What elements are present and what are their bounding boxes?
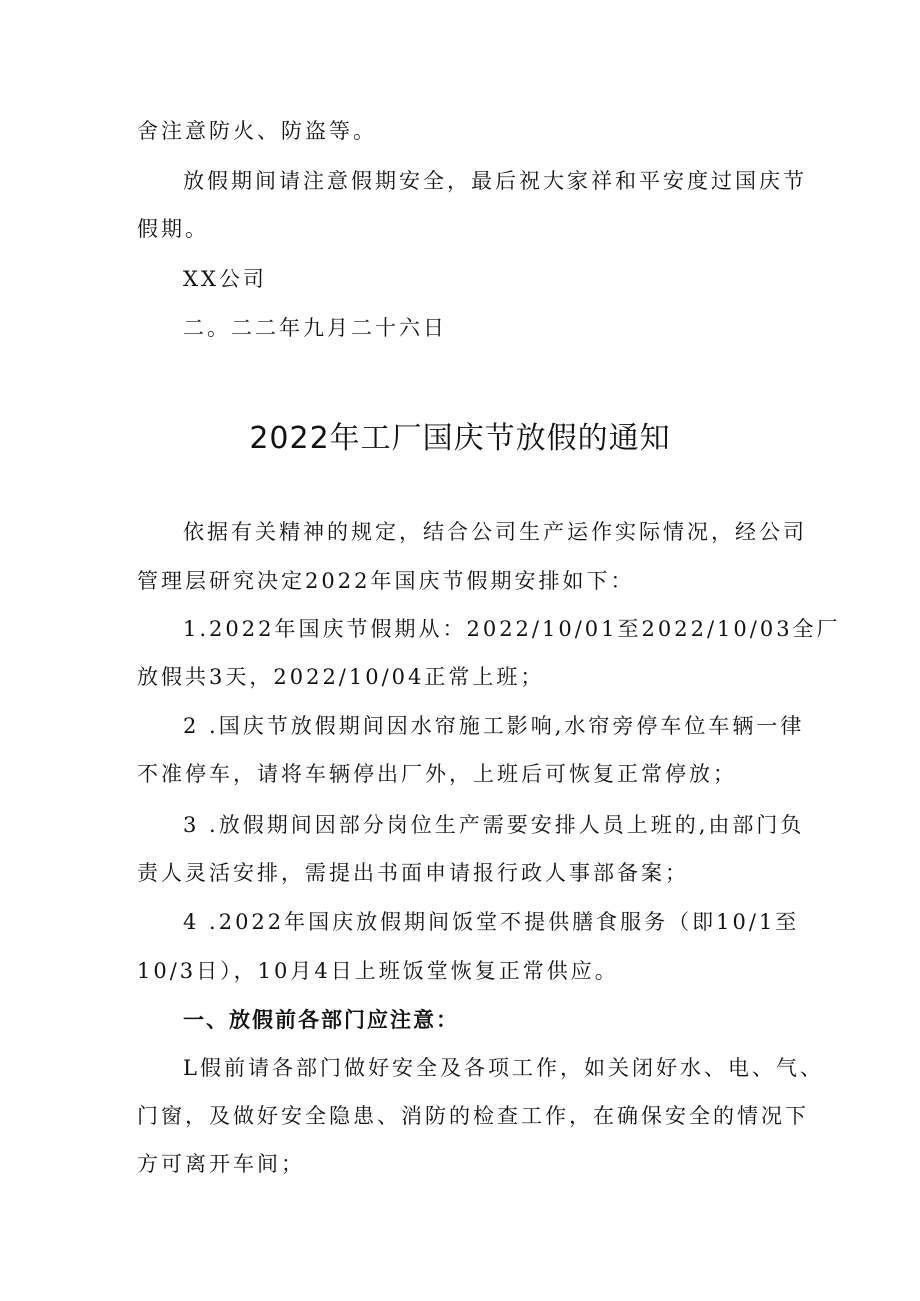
signature-company: XX公司 — [183, 267, 267, 291]
paragraph-line: 门窗，及做好安全隐患、消防的检查工作，在确保安全的情况下 — [137, 1104, 809, 1128]
section-heading: 一、放假前各部门应注意： — [183, 1008, 459, 1032]
paragraph-line: 1.2022年国庆节假期从：2022/10/01至2022/10/03全厂 — [183, 617, 841, 641]
paragraph-line: 2 .国庆节放假期间因水帘施工影响,水帘旁停车位车辆一律 — [183, 714, 805, 738]
paragraph-line: 方可离开车间； — [137, 1152, 305, 1176]
paragraph-line: 放假共3天，2022/10/04正常上班； — [137, 665, 545, 689]
paragraph-line: 不准停车，请将车辆停出厂外，上班后可恢复正常停放； — [137, 762, 737, 786]
document-title: 2022年工厂国庆节放假的通知 — [249, 421, 671, 456]
signature-date: 二。二二年九月二十六日 — [183, 316, 447, 340]
paragraph-line: 依据有关精神的规定，结合公司生产运作实际情况，经公司 — [183, 520, 807, 544]
paragraph-line: 4 .2022年国庆放假期间饭堂不提供膳食服务（即10/1至 — [183, 910, 800, 934]
paragraph-line: 10/3日），10月4日上班饭堂恢复正常供应。 — [137, 959, 619, 983]
paragraph-line: 责人灵活安排，需提出书面申请报行政人事部备案； — [137, 861, 689, 885]
paragraph-line: 假期。 — [137, 217, 209, 241]
paragraph-line: 3 .放假期间因部分岗位生产需要安排人员上班的,由部门负 — [183, 813, 805, 837]
paragraph-line: L假前请各部门做好安全及各项工作，如关闭好水、电、气、 — [183, 1056, 824, 1080]
paragraph-line: 放假期间请注意假期安全，最后祝大家祥和平安度过国庆节 — [183, 169, 807, 193]
paragraph-line: 管理层研究决定2022年国庆节假期安排如下： — [137, 569, 635, 593]
paragraph-line: 舍注意防火、防盗等。 — [137, 119, 377, 143]
